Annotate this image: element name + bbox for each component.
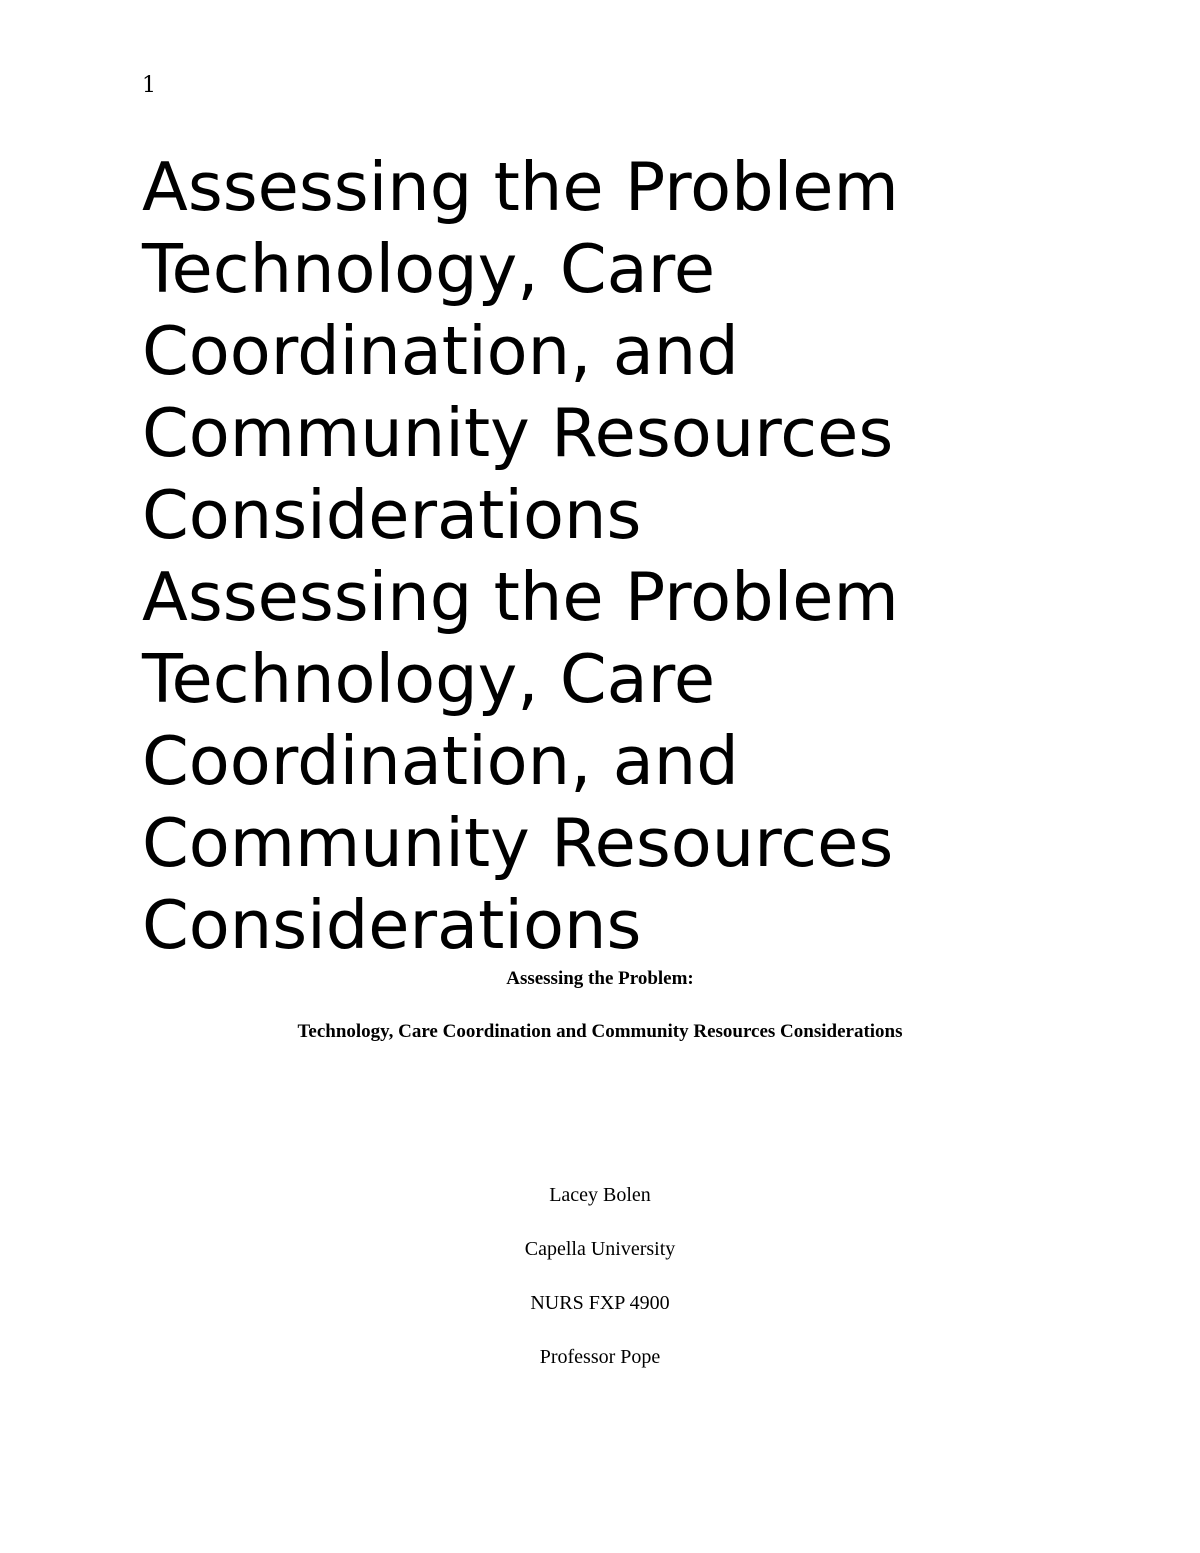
author-name: Lacey Bolen — [549, 1184, 651, 1206]
title-line: Considerations — [142, 476, 642, 554]
paper-title-line-2: Technology, Care Coordination and Community Resources Considerations — [297, 1021, 903, 1042]
instructor-name: Professor Pope — [539, 1346, 661, 1368]
title-line: Community Resources — [142, 394, 894, 472]
title-line: Assessing the Problem — [142, 148, 899, 226]
institution-name: Capella University — [524, 1238, 676, 1260]
title-line: Technology, Care — [142, 640, 716, 718]
title-line: Coordination, and — [142, 312, 739, 390]
title-line: Considerations — [142, 886, 642, 964]
course-code: NURS FXP 4900 — [530, 1292, 670, 1314]
document-title-heading — [142, 146, 1102, 966]
title-line: Coordination, and — [142, 722, 739, 800]
title-line: Community Resources — [142, 804, 894, 882]
paper-title-line-1: Assessing the Problem: — [506, 968, 694, 989]
title-line: Assessing the Problem — [142, 558, 899, 636]
page-number: 1 — [142, 73, 156, 98]
title-line: Technology, Care — [142, 230, 716, 308]
